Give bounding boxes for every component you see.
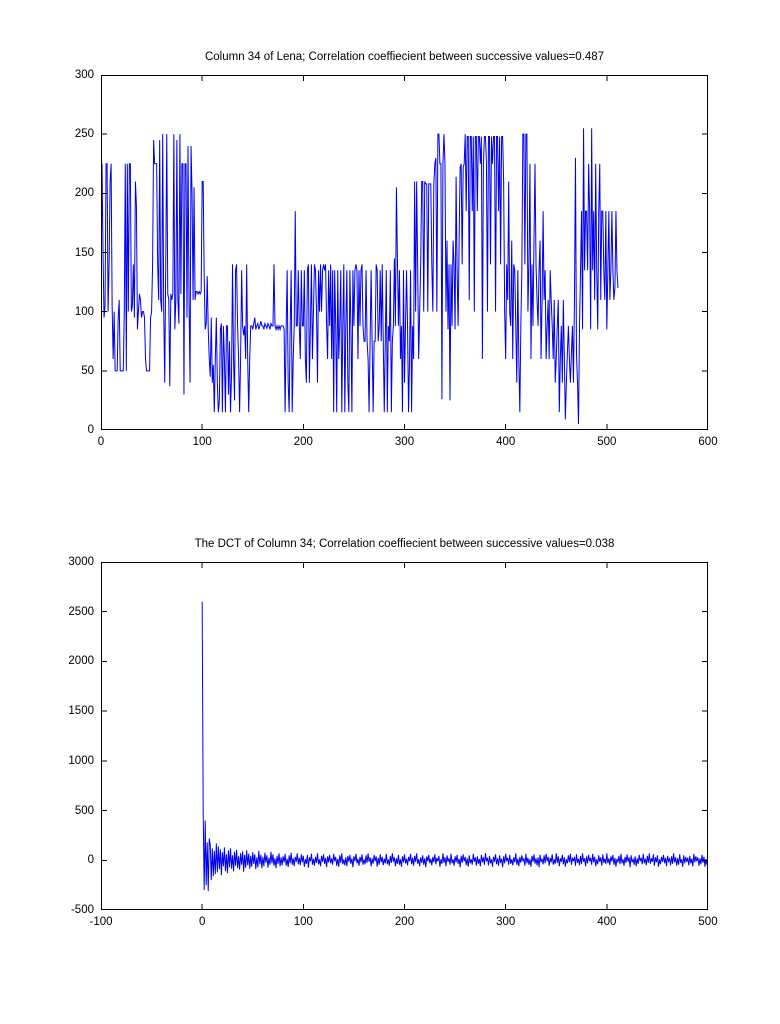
y-tick-label: 2000 — [68, 655, 94, 668]
x-tick-label: 300 — [394, 436, 415, 448]
y-tick-label: 2500 — [68, 605, 94, 618]
x-tick-label: 100 — [192, 436, 212, 448]
x-tick-label: 400 — [496, 436, 516, 448]
x-tick-label: 200 — [293, 436, 313, 448]
x-tick-label: 600 — [698, 436, 718, 448]
plot-title-top: Column 34 of Lena; Correlation coeffiecient between successive values=0.487 — [204, 51, 605, 63]
x-tick-label: 100 — [293, 916, 313, 928]
y-tick-label: 200 — [74, 187, 94, 200]
y-tick-label: 1500 — [68, 705, 94, 718]
y-tick-label: 0 — [87, 854, 94, 867]
x-tick-label: 400 — [597, 916, 617, 928]
line-chart-canvas-bottom — [101, 562, 708, 910]
data-series-line — [202, 602, 708, 891]
plot-title-bottom: The DCT of Column 34; Correlation coeffiecient between successive values=0.038 — [194, 538, 615, 550]
y-tick-label: 1000 — [68, 754, 94, 767]
y-tick-label: 0 — [87, 424, 94, 436]
x-tick-label: 300 — [496, 916, 516, 928]
y-tick-label: 250 — [74, 128, 94, 141]
x-tick-label: 0 — [198, 916, 206, 928]
y-tick-label: 3000 — [68, 556, 94, 568]
x-tick-label: -100 — [89, 916, 113, 928]
y-tick-label: 150 — [74, 246, 94, 259]
y-tick-label: 300 — [74, 69, 94, 81]
x-tick-label: 500 — [698, 916, 718, 928]
y-tick-label: 100 — [74, 305, 94, 318]
y-tick-label: 500 — [74, 804, 94, 817]
y-tick-label: 50 — [81, 364, 94, 377]
x-tick-label: 200 — [394, 916, 415, 928]
x-tick-label: 0 — [97, 436, 105, 448]
y-tick-label: -500 — [70, 904, 94, 916]
x-tick-label: 500 — [597, 436, 617, 448]
